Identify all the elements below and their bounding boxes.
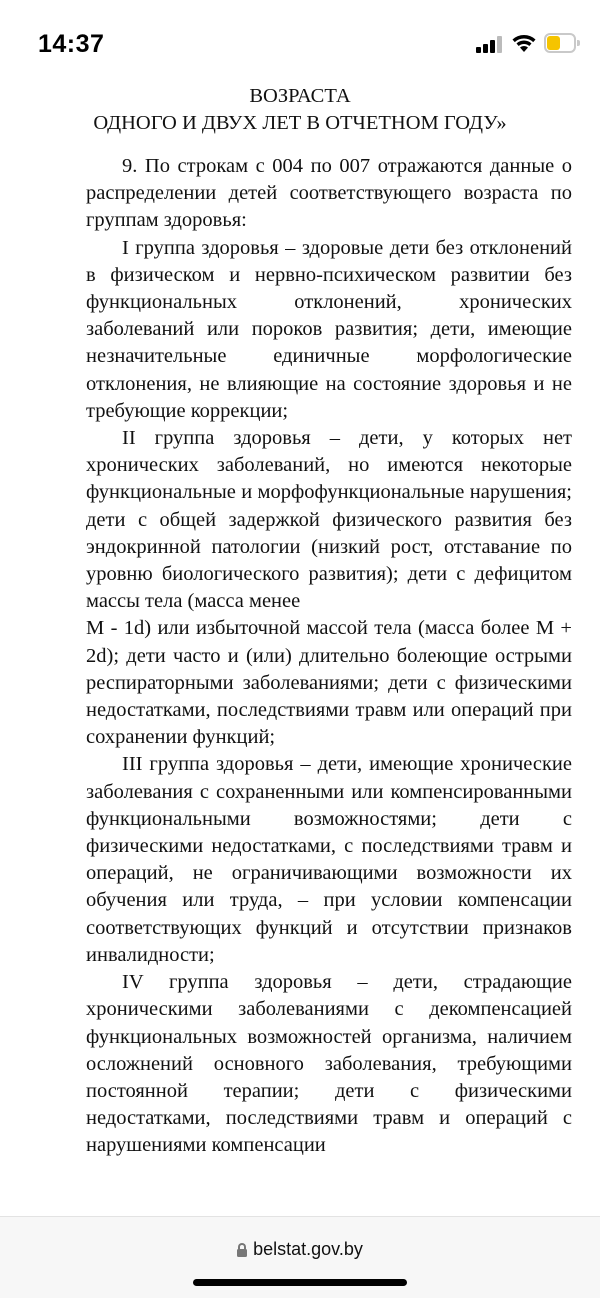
paragraph-item-9: 9. По строкам с 004 по 007 отражаются данные о распределении детей соответствующего возраста по группам здоровья: xyxy=(86,155,572,232)
wifi-icon xyxy=(510,32,538,54)
paragraph-group-2: II группа здоровья – дети, у которых нет хронических заболеваний, но имеются некоторые функциональные и морфофункциональные нарушения; дети с общей задержкой физического развития без эндокринной патологии (низкий рост, отставание по уровню биологического развития); дети с дефицитом массы тела (масса менее xyxy=(86,427,572,613)
paragraph-group-2-cont: M - 1d) или избыточной массой тела (масса более M + 2d); дети часто и (или) длительно болеющие острыми респираторными заболеваниями; дети с физическими недостатками, последствиями травм или операций при сохранении функций; xyxy=(86,617,572,749)
document-body xyxy=(0,153,600,1160)
heading-line-2: ВОЗРАСТА xyxy=(249,85,351,107)
paragraph-group-1: I группа здоровья – здоровые дети без отклонений в физическом и нервно-психическом развитии без функциональных отклонений, хронических заболеваний или пороков развития; дети, имеющие незначительные единичные морфологические отклонения, не влияющие на состояние здоровья и не требующие коррекции; xyxy=(86,236,572,422)
lock-icon xyxy=(237,1243,247,1256)
url-text: belstat.gov.by xyxy=(253,1239,363,1259)
status-bar xyxy=(0,0,600,80)
document-view[interactable] xyxy=(0,56,600,1216)
battery-icon xyxy=(544,33,580,53)
heading-line-3: ОДНОГО И ДВУХ ЛЕТ В ОТЧЕТНОМ ГОДУ» xyxy=(93,112,507,134)
browser-bottom-bar xyxy=(0,1216,600,1298)
cellular-signal-icon xyxy=(476,35,504,53)
paragraph-group-3: III группа здоровья – дети, имеющие хронические заболевания с сохраненными или компенсированными функциональными возможностями; дети с физическими недостатками, с последствиями травм и операций, не ограничивающими возможности их обучения или труда, – при условии компенсации соответствующих функций и отсутствии признаков инвалидности; xyxy=(86,753,572,966)
address-bar[interactable] xyxy=(0,1239,600,1260)
status-time: 14:37 xyxy=(38,30,105,58)
home-indicator[interactable] xyxy=(193,1279,407,1286)
paragraph-group-4: IV группа здоровья – дети, страдающие хроническими заболеваниями с декомпенсацией функциональных возможностей организма, наличием осложнений основного заболевания, требующими постоянной терапии; дети с физическими недостатками, последствиями травм и операций с нарушениями компенсации xyxy=(86,971,572,1157)
